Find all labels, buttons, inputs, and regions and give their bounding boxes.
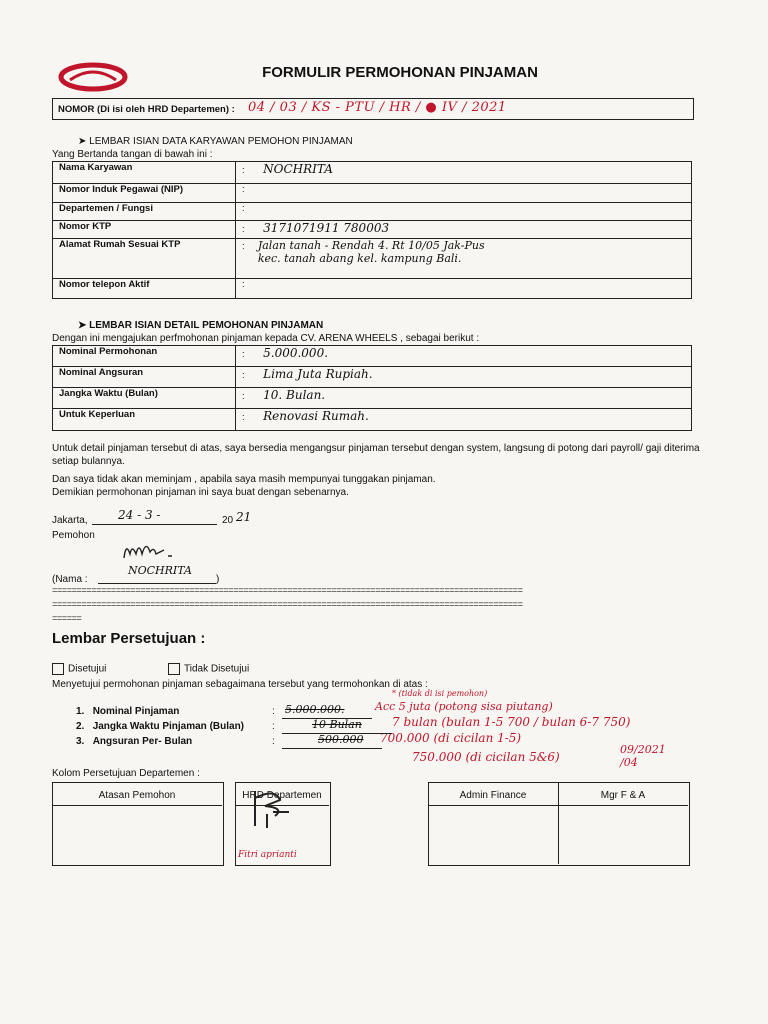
row-value: : bbox=[236, 203, 692, 221]
date-handwritten: 24 - 3 - bbox=[118, 508, 161, 522]
row-label: Nomor KTP bbox=[53, 221, 236, 239]
company-logo bbox=[58, 62, 128, 92]
separator-line: ====== bbox=[52, 614, 82, 624]
note-top: * (tidak di isi pemohon) bbox=[392, 689, 488, 698]
jangka-value: 10. Bulan. bbox=[263, 388, 326, 402]
table-row bbox=[53, 162, 692, 184]
table-row bbox=[53, 203, 692, 221]
separator-line: ================================================================================================ bbox=[52, 600, 523, 610]
row-label: Nominal Angsuran bbox=[53, 367, 236, 388]
approval-item-1: 1. Nominal Pinjaman bbox=[76, 706, 180, 717]
address-line1: Jalan tanah - Rendah 4. Rt 10/05 Jak-Pus bbox=[257, 239, 485, 252]
colon: : bbox=[272, 736, 275, 747]
row-value: : 5.000.000. bbox=[236, 346, 692, 367]
row-value: : Lima Juta Rupiah. bbox=[236, 367, 692, 388]
statement-p3: Demikian permohonan pinjaman ini saya buat dengan sebenarnya. bbox=[52, 487, 349, 498]
nominal-value: 5.000.000. bbox=[263, 346, 329, 360]
table-row bbox=[53, 388, 692, 409]
row-value: : 3171071911 780003 bbox=[236, 221, 692, 239]
statement-p1: Untuk detail pinjaman tersebut di atas, saya bersedia mengangsur pinjaman tersebut dengan system, langsung di potong dari payroll/ gaji diterima setiap bulannya. bbox=[52, 443, 700, 467]
approval-heading: Lembar Persetujuan : bbox=[52, 630, 206, 647]
row-value: : Jalan tanah - Rendah 4. Rt 10/05 Jak-Pus kec. tanah abang kel. kampung Bali. bbox=[236, 239, 692, 279]
note-bottom: 750.000 (di cicilan 5&6) bbox=[412, 750, 560, 764]
table-row bbox=[53, 346, 692, 367]
table-row bbox=[53, 221, 692, 239]
year-handwritten: 21 bbox=[236, 510, 252, 524]
col-atasan: Atasan Pemohon bbox=[98, 790, 176, 801]
row-value: : Renovasi Rumah. bbox=[236, 409, 692, 431]
col-hrd: HRD Departemen bbox=[242, 790, 322, 801]
table-row bbox=[53, 279, 692, 299]
name-handwritten: NOCHRITA bbox=[128, 564, 192, 577]
ktp-value: 3171071911 780003 bbox=[263, 221, 390, 235]
name-close: ) bbox=[216, 574, 220, 585]
row-value: : bbox=[236, 279, 692, 299]
table-row bbox=[53, 184, 692, 203]
form-title: FORMULIR PERMOHONAN PINJAMAN bbox=[262, 64, 538, 81]
row-label: Nomor telepon Aktif bbox=[53, 279, 236, 299]
angsuran-value: Lima Juta Rupiah. bbox=[263, 367, 373, 381]
option-approved[interactable]: Disetujui bbox=[52, 663, 106, 675]
employee-data-table bbox=[52, 161, 692, 299]
row-label: Nominal Permohonan bbox=[53, 346, 236, 367]
place-label: Jakarta, bbox=[52, 515, 88, 526]
item2-note: 7 bulan (bulan 1-5 700 / bulan 6-7 750) bbox=[392, 715, 631, 729]
hrd-signature bbox=[245, 786, 305, 831]
approval-intro: Menyetujui permohonan pinjaman sebagaimana tersebut yang termohonkan di atas : bbox=[52, 679, 428, 690]
row-value: : bbox=[236, 184, 692, 203]
name-label: (Nama : bbox=[52, 574, 88, 585]
section1-heading: ➤ LEMBAR ISIAN DATA KARYAWAN PEMOHON PINJAMAN bbox=[78, 136, 353, 147]
table-row bbox=[53, 367, 692, 388]
applicant-signature bbox=[120, 536, 180, 564]
separator-line: ================================================================================================ bbox=[52, 586, 523, 596]
nomor-label: NOMOR (Di isi oleh HRD Departemen) : bbox=[58, 104, 235, 115]
row-label: Untuk Keperluan bbox=[53, 409, 236, 431]
section2-intro: Dengan ini mengajukan perfmohonan pinjaman kepada CV. ARENA WHEELS , sebagai berikut : bbox=[52, 333, 480, 344]
hrd-signer: Fitri aprianti bbox=[238, 850, 297, 860]
table-row bbox=[53, 239, 692, 279]
row-label: Jangka Waktu (Bulan) bbox=[53, 388, 236, 409]
dept-table-label: Kolom Persetujuan Departemen : bbox=[52, 768, 200, 779]
nama-value: NOCHRITA bbox=[263, 162, 333, 176]
nomor-value: 04 / 03 / KS - PTU / HR / ● IV / 2021 bbox=[248, 100, 507, 115]
item3-struck: 500.000 bbox=[318, 733, 364, 746]
date-note: 09/2021 /04 bbox=[620, 743, 666, 769]
colon: : bbox=[272, 706, 275, 717]
item1-struck: 5.000.000. bbox=[285, 703, 345, 716]
loan-detail-table bbox=[52, 345, 692, 431]
item1-note: Acc 5 juta (potong sisa piutang) bbox=[375, 700, 553, 713]
row-value: : 10. Bulan. bbox=[236, 388, 692, 409]
approval-item-3: 3. Angsuran Per- Bulan bbox=[76, 736, 193, 747]
address-line2: kec. tanah abang kel. kampung Bali. bbox=[257, 252, 462, 265]
keperluan-value: Renovasi Rumah. bbox=[263, 409, 369, 423]
checkbox[interactable] bbox=[168, 663, 180, 675]
row-label: Alamat Rumah Sesuai KTP bbox=[53, 239, 236, 279]
year-prefix: 20 bbox=[222, 515, 234, 526]
pemohon-label: Pemohon bbox=[52, 530, 95, 541]
row-label: Nomor Induk Pegawai (NIP) bbox=[53, 184, 236, 203]
row-label: Departemen / Fungsi bbox=[53, 203, 236, 221]
section1-intro: Yang Bertanda tangan di bawah ini : bbox=[52, 149, 213, 160]
col-mgr-fa: Mgr F & A bbox=[600, 790, 646, 801]
approval-item-2: 2. Jangka Waktu Pinjaman (Bulan) bbox=[76, 721, 245, 732]
statement-p2: Dan saya tidak akan meminjam , apabila saya masih mempunyai tunggakan pinjaman. bbox=[52, 474, 436, 485]
checkbox[interactable] bbox=[52, 663, 64, 675]
row-label: Nama Karyawan bbox=[53, 162, 236, 184]
section2-heading: ➤ LEMBAR ISIAN DETAIL PEMOHONAN PINJAMAN bbox=[78, 320, 324, 331]
table-row bbox=[53, 409, 692, 431]
colon: : bbox=[272, 721, 275, 732]
option-rejected[interactable]: Tidak Disetujui bbox=[168, 663, 249, 675]
row-value: : NOCHRITA bbox=[236, 162, 692, 184]
col-admin-finance: Admin Finance bbox=[459, 790, 527, 801]
item3-note: 700.000 (di cicilan 1-5) bbox=[380, 731, 522, 745]
item2-struck: 10 Bulan bbox=[312, 718, 362, 731]
